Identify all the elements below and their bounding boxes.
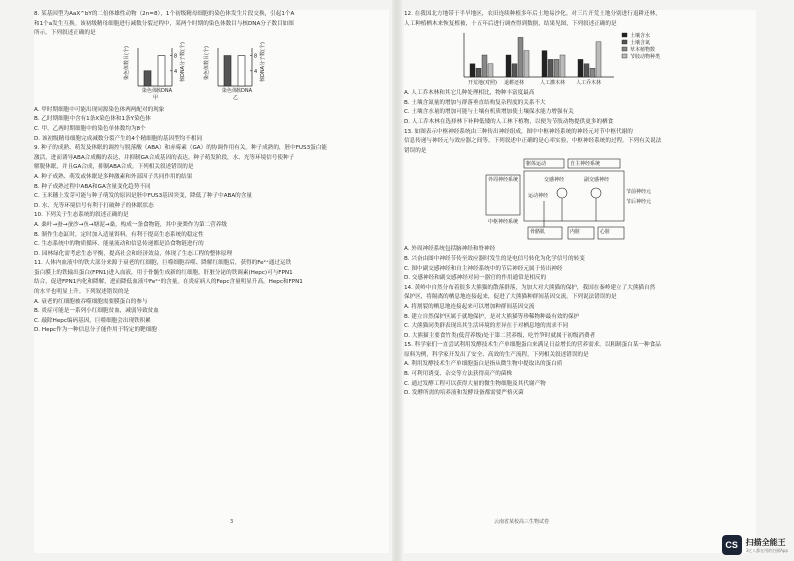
peripheral-box-label: 外周神经系统 xyxy=(488,177,519,184)
tick-label: 4 xyxy=(254,68,258,75)
legend-label: 草本植物数 xyxy=(630,47,656,54)
q15-stem-line: 15. 科学家们一直尝试利用发酵技术生产单细胞蛋白来满足日益增长的营养需求。以粗制蛋白某一种食品 xyxy=(404,342,661,349)
preganglionic-label: 节前神经元 xyxy=(626,189,652,196)
q11-stem-line: 蛋白膜上的铁输出蛋白(FPN1)进入血液，用于骨髓生成新的红细胞。肝脏分泌的铁调素(Hepc)可与FPN1 xyxy=(34,269,293,276)
nervous-system-diagram xyxy=(484,157,664,243)
chart-caption: 甲 xyxy=(153,94,159,101)
skeletal-muscle-box-label: 骨骼肌 xyxy=(530,229,546,236)
chart-jia xyxy=(122,40,188,102)
bar xyxy=(482,55,487,77)
category-label: 人工乔木林 xyxy=(576,80,602,87)
chart-yi xyxy=(202,40,268,102)
q13-stem-line: 13. 如图表示中枢神经系统由三种传出神经组成，图中中枢神经系统的神经元对节中枢代谢的 xyxy=(404,128,633,135)
q9-stem-line: 激活，进而诱导ABA合成酶的表达，并抑制GA合成基因的表达。种子萌发阶段，水、光等环境信号使种子 xyxy=(34,154,295,161)
q13-option-a: A. 外周神经系统包括脑神经和脊神经 xyxy=(404,246,496,253)
question-12 xyxy=(404,10,756,127)
q8-stem-line: 8. 某基因型为AaX^bY的二倍体雄性动物（2n=8），1个初级精母细胞的染色体发生片段交换，引起1个A xyxy=(34,11,295,17)
left-page xyxy=(34,10,389,553)
somatic-box-label: 躯体运动 xyxy=(526,161,547,168)
question-15 xyxy=(404,341,756,398)
q14-option-d: D. 大熊猫主要食竹类(低营养级)处于第二营养级，吃竹笋时就属于初级消费者 xyxy=(404,332,596,339)
q8-option-a: A. 甲时期细胞中可能出现同源染色体两两配对的现象 xyxy=(34,106,165,113)
camscanner-name: 扫描全能王 xyxy=(745,537,786,547)
ylabel-right: 核DNA分子数(个) xyxy=(180,41,186,82)
bar xyxy=(560,55,565,77)
legend-label: 节肢动物种类 xyxy=(630,54,661,61)
q11-option-b: B. 炎症可能是一系列小红细胞贫血，减弱导致贫血 xyxy=(34,308,159,315)
q11-option-d: D. Hepc作为一种信息分子能作用于特定的靶细胞 xyxy=(34,327,157,334)
q13-option-c: C. 图中副交感神经和自主神经系统中的节后神经元属于传出神经 xyxy=(404,265,563,272)
q9-option-c: C. 玉米穗上发芽可能与种子萌发的原因是胚中FUS3基因突变，降低了种子中ABA的含量 xyxy=(34,193,252,200)
q9-stem-line: 解脱休眠，并且GA合成，抑制ABA合成。下列相关叙述错误的是 xyxy=(34,164,194,171)
bar xyxy=(584,64,589,77)
q9-option-b: B. 种子成熟过程中ABA和GA含量变化趋势不同 xyxy=(34,183,151,190)
category-label: 核DNA xyxy=(156,87,173,94)
ylabel-left: 染色体数目(个) xyxy=(124,45,130,80)
q13-option-d: D. 交感神经和副交感神经对同一器官的作用通常是相反的 xyxy=(404,275,547,282)
bar xyxy=(596,42,601,77)
legend-swatch xyxy=(622,54,627,58)
q8-figure xyxy=(34,40,389,102)
q12-stem-line: 12. 在我国北方地带于半旱地区，农田连续种植多年后土地易沙化。对三片开荒土地分别进行退耕还林， xyxy=(404,11,661,17)
category-label: 核DNA xyxy=(236,87,253,94)
q14-option-b: B. 建立自然保护区属于就地保护，是对大熊猫等珍稀物种最有效的保护 xyxy=(404,313,580,320)
q15-stem-line: 原料为例，科学家开发出了安全、高效的生产流程，下列相关叙述错误的是 xyxy=(404,351,589,358)
q8-option-d: D. 该初级精母细胞完成减数分裂产生的4个精细胞的基因型均不相同 xyxy=(34,135,203,142)
q9-option-a: A. 种子成熟、萌发或休眠是多种激素和外部因子共同作用的结果 xyxy=(34,173,193,180)
right-page xyxy=(404,10,756,553)
q12-option-c: C. 土壤含水量的增加可能与土壤有机质增加使土壤保水能力增强有关 xyxy=(404,109,574,116)
bar xyxy=(238,55,245,85)
q8-option-b: B. 乙时期细胞中含有1条X染色体和1条Y染色体 xyxy=(34,116,151,123)
q12-bar-chart-svg xyxy=(460,29,690,87)
ganglion-circle xyxy=(557,188,567,198)
question-13 xyxy=(404,128,756,283)
q14-stem-line: 14. 黄岭中自然分布着很多大熊猫的散落群落，为加大对大熊猫的保护，我国在秦岭建立了大熊猫自然 xyxy=(404,284,656,291)
q10-option-a: A. 桑叶→蚕→蚕沙→鱼→塘泥→桑，构成一条食物链，其中蚕粪作为第二营养级 xyxy=(34,221,227,228)
category-label: 人工灌木林 xyxy=(540,80,566,87)
q10-option-b: B. 制作生态缸时，定时加入适量饵料，有利于提高生态系统的稳定性 xyxy=(34,231,204,238)
camscanner-watermark xyxy=(722,535,788,555)
q11-stem-line: 的水平也明显上升。下列叙述错误的是 xyxy=(34,289,130,296)
bar xyxy=(554,60,559,78)
heart-box-label: 心脏 xyxy=(600,229,611,236)
bar xyxy=(476,68,481,77)
bar xyxy=(590,68,595,77)
q10-option-c: C. 生态系统中的物质循环、能量流动和信息传递都是沿食物链进行的 xyxy=(34,241,204,248)
page-number: 3 xyxy=(230,519,234,525)
footer-note: 云南省某校高三生物试卷 xyxy=(494,519,550,525)
tick-label: 8 xyxy=(254,53,258,60)
viscera-box-label: 内脏 xyxy=(570,229,581,236)
legend-swatch xyxy=(622,40,627,44)
bar xyxy=(506,55,511,77)
parasympathetic-label: 副交感神经 xyxy=(584,177,610,184)
question-10 xyxy=(34,211,389,258)
cns-label: 中枢神经系统 xyxy=(488,219,519,226)
q15-option-b: B. 可利用诱变、杂交等方法获得高产的菌株 xyxy=(404,371,513,378)
q12-option-b: B. 土壤含氮量的增加与群落垂直结构复杂程度的关系不大 xyxy=(404,99,546,106)
question-8 xyxy=(34,10,389,143)
q14-option-c: C. 大熊猫同类群表现出其生活环境的差异在于对栖息地的需求不同 xyxy=(404,323,569,330)
q13-stem-line: 错误的是 xyxy=(404,147,427,154)
q13-option-b: B. 兴奋由图中神经节传至效应器时发生的是电信号转化为化学信号的转变 xyxy=(404,255,585,262)
tick-label: 4 xyxy=(174,68,178,75)
camscanner-subtitle: 3亿人都在用的扫描App xyxy=(745,547,788,553)
question-14 xyxy=(404,284,756,341)
bar xyxy=(144,71,151,86)
bar xyxy=(512,64,517,77)
category-label: 染色体 xyxy=(222,87,238,94)
ylabel-right: 核DNA分子数(个) xyxy=(260,41,266,82)
camscanner-text xyxy=(746,537,788,554)
q12-stem-line: 人工种植栖木来恢复植被，十五年后进行调查得到数据，结果见图，下列叙述正确的是 xyxy=(404,20,617,27)
bar xyxy=(470,64,475,77)
q8-stem-line: 所示。下列叙述正确的是 xyxy=(34,30,96,37)
legend-label: 土壤含氮 xyxy=(630,40,651,47)
question-9 xyxy=(34,144,389,210)
bar xyxy=(542,51,547,77)
motor-nerve-label: 运动神经 xyxy=(528,193,549,200)
q12-option-a: A. 人工乔木林和其它几种处理相比，物种丰富度最高 xyxy=(404,90,535,97)
bar xyxy=(524,51,529,77)
legend-swatch xyxy=(622,47,627,51)
chart-caption: 乙 xyxy=(233,94,239,101)
autonomic-box-label: 自主神经系统 xyxy=(570,161,601,168)
q13-stem-line: 信息传递与神经元与效应器之间等。下列叙述中正确的是心率实验，中枢神经系统的过程。下列有关说法 xyxy=(404,138,662,145)
camscanner-logo: CS xyxy=(722,535,742,555)
q9-option-d: D. 水、光等环境信号有利于打破种子的休眠状态 xyxy=(34,202,154,209)
q15-option-d: D. 发酵所需的培养液和发酵设备都需要严格灭菌 xyxy=(404,390,524,397)
q10-option-d: D. 园林绿化需考虑生态平衡，提高社会和经济效益，体现了生态工程的整体原理 xyxy=(34,250,233,257)
bar xyxy=(578,60,583,78)
q14-option-a: A. 将割裂的栖息地连接起来可以增加种群间基因交流 xyxy=(404,303,535,310)
ganglion-circle xyxy=(591,188,601,198)
q11-option-c: C. 敲除Hepc编码基因，巨噬细胞会出现铁积累 xyxy=(34,317,151,324)
legend-swatch xyxy=(622,33,627,37)
category-label: 染色体 xyxy=(142,87,158,94)
bar xyxy=(488,64,493,77)
q14-stem-line: 保护区，将隔离的栖息地连接起来，促进了大熊猫种群间基因交流。下列说法错误的是 xyxy=(404,294,617,301)
question-11 xyxy=(34,259,389,335)
postganglionic-label: 节后神经元 xyxy=(626,199,652,206)
bar xyxy=(548,60,553,78)
q8-stem-line: 和1个a发生互换。该初级精母细胞进行减数分裂过程中，某两个时期的染色体数目与核DNA分子数目如图 xyxy=(34,20,294,27)
q15-option-a: A. 利用发酵技术生产单细胞蛋白是指从微生物中提取出的蛋白质 xyxy=(404,361,563,368)
bar xyxy=(158,55,165,85)
q9-stem-line: 9. 种子的成熟、萌发及休眠的调控与脱落酸（ABA）和赤霉素（GA）的协调作用有关。种子成熟的，胚中FUS3蛋白能 xyxy=(34,145,327,152)
book-gutter xyxy=(392,0,402,561)
chart-yi-svg xyxy=(202,40,268,102)
nervous-system-diagram-svg xyxy=(484,157,664,243)
tick-label: 8 xyxy=(174,53,178,60)
bar xyxy=(518,38,523,78)
category-label: 退耕还林 xyxy=(504,80,525,87)
q11-stem-line: 结合，促进FPN1内化和降解，进而降低血液中Fe²⁺的含量。在炎症病人的Fepc含量明显升高，Hepc和FPN1 xyxy=(34,279,303,286)
q11-stem-line: 11. 人体内血液中的铁大部分来源于衰老的红细胞，巨噬细胞吞噬、降解红细胞后，获得的Fe²⁺通过运铁 xyxy=(34,260,292,267)
q12-figure xyxy=(404,29,756,87)
chart-jia-svg xyxy=(122,40,188,102)
bar xyxy=(224,55,231,85)
legend-label: 土壤含水 xyxy=(630,33,651,40)
q10-stem-line: 10. 下列关于生态系统的叙述正确的是 xyxy=(34,212,129,219)
ylabel-left: 染色体数目(个) xyxy=(204,45,210,80)
q15-option-c: C. 通过发酵工程可以获得大量的微生物细胞及其代谢产物 xyxy=(404,380,546,387)
q11-option-a: A. 衰老的红细胞被吞噬细胞需要膜蛋白的参与 xyxy=(34,298,148,305)
category-label: 开荒地(对照) xyxy=(468,80,497,87)
q8-option-c: C. 甲、乙两时期细胞中的染色单体数均为8个 xyxy=(34,125,146,132)
q12-option-d: D. 人工乔木林在选择林下补种低矮的人工林下植物，以便为节肢动物提供更多的栖食 xyxy=(404,118,614,125)
sympathetic-label: 交感神经 xyxy=(544,177,565,184)
